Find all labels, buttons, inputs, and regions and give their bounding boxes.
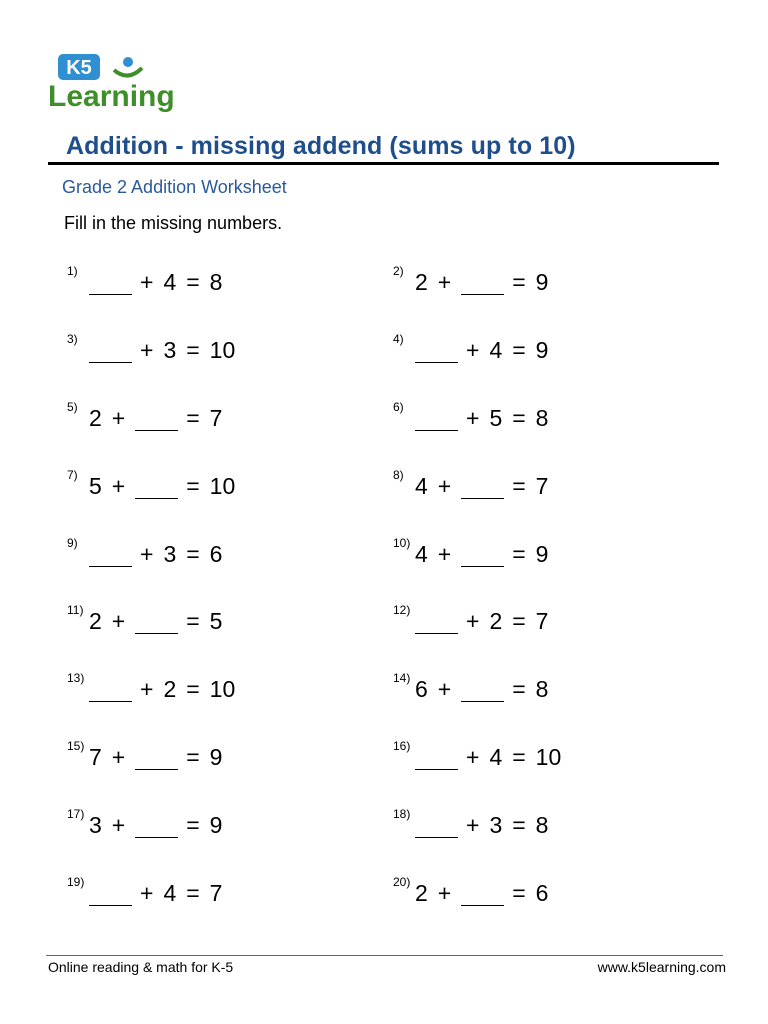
equals-sign: = [512, 541, 526, 567]
sum-value: 9 [209, 744, 223, 770]
addend-known: 4 [415, 541, 428, 567]
logo-wordmark: Learning [48, 80, 175, 112]
problem-number: 5) [67, 400, 78, 414]
problem-equation [415, 743, 561, 771]
answer-blank[interactable] [461, 882, 504, 906]
sum-value: 8 [535, 812, 549, 838]
sum-value: 10 [209, 337, 236, 363]
equals-sign: = [186, 269, 200, 295]
answer-blank[interactable] [135, 407, 178, 431]
problem-equation [415, 336, 548, 364]
answer-blank[interactable] [135, 610, 178, 634]
plus-sign: + [466, 812, 480, 838]
problem-equation [89, 404, 222, 432]
addend-known: 4 [489, 337, 503, 363]
answer-blank[interactable] [461, 543, 504, 567]
problem-equation [415, 607, 548, 635]
plus-sign: + [437, 880, 452, 906]
equals-sign: = [186, 608, 200, 634]
answer-blank[interactable] [461, 475, 504, 499]
answer-blank[interactable] [135, 475, 178, 499]
logo-figure-head [123, 57, 133, 67]
equals-sign: = [186, 473, 200, 499]
problem-number: 13) [67, 671, 85, 685]
answer-blank[interactable] [415, 814, 458, 838]
answer-blank[interactable] [89, 882, 132, 906]
sum-value: 6 [209, 541, 223, 567]
sum-value: 10 [209, 473, 236, 499]
addend-known: 2 [415, 269, 428, 295]
answer-blank[interactable] [135, 746, 178, 770]
sum-value: 9 [535, 337, 549, 363]
addend-known: 4 [163, 269, 177, 295]
addend-known: 3 [163, 337, 177, 363]
problem-equation [415, 811, 548, 839]
problem-number: 2) [393, 264, 404, 278]
equals-sign: = [512, 608, 526, 634]
sum-value: 10 [535, 744, 562, 770]
problem-number: 9) [67, 536, 78, 550]
plus-sign: + [466, 337, 480, 363]
plus-sign: + [437, 676, 452, 702]
addend-known: 6 [415, 676, 428, 702]
problem-equation [89, 268, 222, 296]
problem-number: 19) [67, 875, 85, 889]
problem-equation [89, 540, 222, 568]
sum-value: 7 [535, 473, 549, 499]
plus-sign: + [111, 473, 126, 499]
sum-value: 5 [209, 608, 223, 634]
footer-divider [46, 955, 723, 956]
addend-known: 2 [415, 880, 428, 906]
title-divider [48, 162, 719, 165]
plus-sign: + [111, 812, 126, 838]
problem-equation [415, 540, 548, 568]
addend-known: 4 [415, 473, 428, 499]
answer-blank[interactable] [461, 678, 504, 702]
answer-blank[interactable] [135, 814, 178, 838]
equals-sign: = [512, 812, 526, 838]
problem-number: 18) [393, 807, 411, 821]
worksheet-instructions: Fill in the missing numbers. [64, 213, 283, 233]
answer-blank[interactable] [415, 339, 458, 363]
equals-sign: = [186, 676, 200, 702]
problem-equation [89, 336, 235, 364]
sum-value: 6 [535, 880, 549, 906]
worksheet-title: Addition - missing addend (sums up to 10) [66, 132, 576, 160]
addend-known: 5 [489, 405, 503, 431]
plus-sign: + [466, 608, 480, 634]
sum-value: 8 [535, 405, 549, 431]
answer-blank[interactable] [89, 339, 132, 363]
problem-equation [89, 879, 222, 907]
addend-known: 3 [489, 812, 503, 838]
problem-equation [415, 404, 548, 432]
plus-sign: + [437, 473, 452, 499]
plus-sign: + [140, 676, 154, 702]
logo-badge-text: K5 [66, 57, 92, 79]
equals-sign: = [512, 337, 526, 363]
equals-sign: = [186, 337, 200, 363]
plus-sign: + [466, 744, 480, 770]
sum-value: 9 [209, 812, 223, 838]
problem-number: 14) [393, 671, 411, 685]
plus-sign: + [140, 337, 154, 363]
plus-sign: + [111, 405, 126, 431]
sum-value: 9 [535, 269, 549, 295]
problem-equation [415, 268, 548, 296]
sum-value: 8 [535, 676, 549, 702]
equals-sign: = [512, 269, 526, 295]
addend-known: 2 [89, 608, 102, 634]
answer-blank[interactable] [415, 407, 458, 431]
sum-value: 9 [535, 541, 549, 567]
sum-value: 7 [209, 405, 223, 431]
plus-sign: + [140, 880, 154, 906]
plus-sign: + [437, 269, 452, 295]
plus-sign: + [140, 269, 154, 295]
plus-sign: + [140, 541, 154, 567]
addend-known: 2 [489, 608, 503, 634]
addend-known: 4 [163, 880, 177, 906]
answer-blank[interactable] [415, 746, 458, 770]
problem-number: 1) [67, 264, 78, 278]
logo-figure-arms [114, 68, 142, 76]
answer-blank[interactable] [415, 610, 458, 634]
sum-value: 8 [209, 269, 223, 295]
problem-number: 4) [393, 332, 404, 346]
problem-number: 6) [393, 400, 404, 414]
problem-equation [89, 675, 235, 703]
answer-blank[interactable] [461, 271, 504, 295]
sum-value: 10 [209, 676, 236, 702]
problem-equation [415, 472, 548, 500]
sum-value: 7 [535, 608, 549, 634]
footer-website: www.k5learning.com [597, 959, 726, 975]
footer-tagline: Online reading & math for K-5 [48, 959, 234, 975]
equals-sign: = [186, 744, 200, 770]
equals-sign: = [512, 676, 526, 702]
addend-known: 5 [89, 473, 102, 499]
answer-blank[interactable] [89, 678, 132, 702]
plus-sign: + [466, 405, 480, 431]
problem-number: 3) [67, 332, 78, 346]
addend-known: 3 [163, 541, 177, 567]
equals-sign: = [186, 541, 200, 567]
addend-known: 2 [89, 405, 102, 431]
problem-equation [415, 879, 548, 907]
plus-sign: + [111, 744, 126, 770]
problem-number: 12) [393, 603, 411, 617]
problem-number: 15) [67, 739, 85, 753]
problem-number: 8) [393, 468, 404, 482]
problem-number: 16) [393, 739, 411, 753]
equals-sign: = [512, 405, 526, 431]
equals-sign: = [512, 744, 526, 770]
problem-number: 7) [67, 468, 78, 482]
problem-equation [89, 607, 222, 635]
addend-known: 4 [489, 744, 503, 770]
plus-sign: + [437, 541, 452, 567]
equals-sign: = [186, 812, 200, 838]
problem-number: 20) [393, 875, 411, 889]
problem-number: 10) [393, 536, 411, 550]
plus-sign: + [111, 608, 126, 634]
worksheet-subtitle: Grade 2 Addition Worksheet [62, 177, 287, 197]
equals-sign: = [512, 473, 526, 499]
problem-number: 11) [67, 603, 84, 617]
addend-known: 3 [89, 812, 102, 838]
problem-number: 17) [67, 807, 85, 821]
equals-sign: = [186, 880, 200, 906]
problem-equation [89, 811, 222, 839]
addend-known: 7 [89, 744, 102, 770]
sum-value: 7 [209, 880, 223, 906]
answer-blank[interactable] [89, 271, 132, 295]
equals-sign: = [512, 880, 526, 906]
problem-equation [89, 472, 235, 500]
equals-sign: = [186, 405, 200, 431]
k5-learning-logo [46, 50, 188, 112]
problem-equation [415, 675, 548, 703]
problem-equation [89, 743, 222, 771]
addend-known: 2 [163, 676, 177, 702]
answer-blank[interactable] [89, 543, 132, 567]
